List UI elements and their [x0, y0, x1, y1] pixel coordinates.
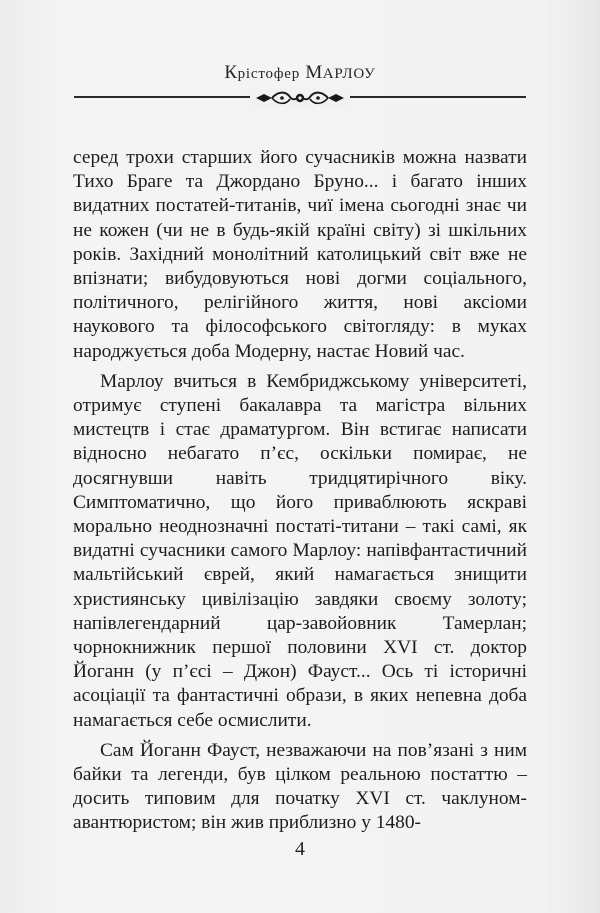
header-author-first-initial: К [224, 62, 238, 83]
paragraph-2: Марлоу вчиться в Кембриджському університеті, отримує ступені бакалавра та магістра вільних мистецтв і стає драматургом. Він встигає написати відносно небагато п’єс, оскільки помирає, не досягнувши навіть тридцятирічного віку. Симптоматично, що його приваблюють яскраві морально неоднозначні постаті-титани – такі самі, як видатні сучасники самого Марлоу: напівфантастичний мальтійський єврей, який намагається знищити християнську цивілізацію завдяки своєму золоту; напівлегендарний цар-завойовник Тамерлан; чорнокнижник першої половини XVI ст. доктор Йоганн (у п’єсі – Джон) Фауст... Ось ті історичні асоціації та фантастичні образи, в яких непевна доба намагається себе осмислити. [73, 370, 527, 731]
paragraph-1: серед трохи старших його сучасників можна назвати Тихо Браге та Джордано Бруно... і багато інших видатних постатей-титанів, чиї імена сьогодні знає чи не кожен (чи не в будь-якій країні світу) зі шкільних років. Західний монолітний католицький світ вже не впізнати; вибудовуються нові догми соціального, політичного, релігійного життя, нові аксіоми наукового та філософського світогляду: в муках народжується доба Модерну, настає Новий час. [73, 147, 527, 362]
header-author-first-rest: рістофер [237, 66, 301, 82]
header-author-last-initial: М [305, 62, 323, 83]
page-number: 4 [295, 838, 305, 860]
ornament-flourish-icon [250, 88, 350, 108]
running-header [0, 62, 600, 84]
paragraph-3: Сам Йоганн Фауст, незважаючи на пов’язані з ним байки та легенди, був цілком реальною постаттю – досить типовим для початку XVI ст. чаклуном-авантюристом; він жив приблизно у 1480- [73, 739, 527, 834]
main-text [73, 146, 527, 836]
header-author-last-rest: АРЛОУ [322, 66, 376, 82]
